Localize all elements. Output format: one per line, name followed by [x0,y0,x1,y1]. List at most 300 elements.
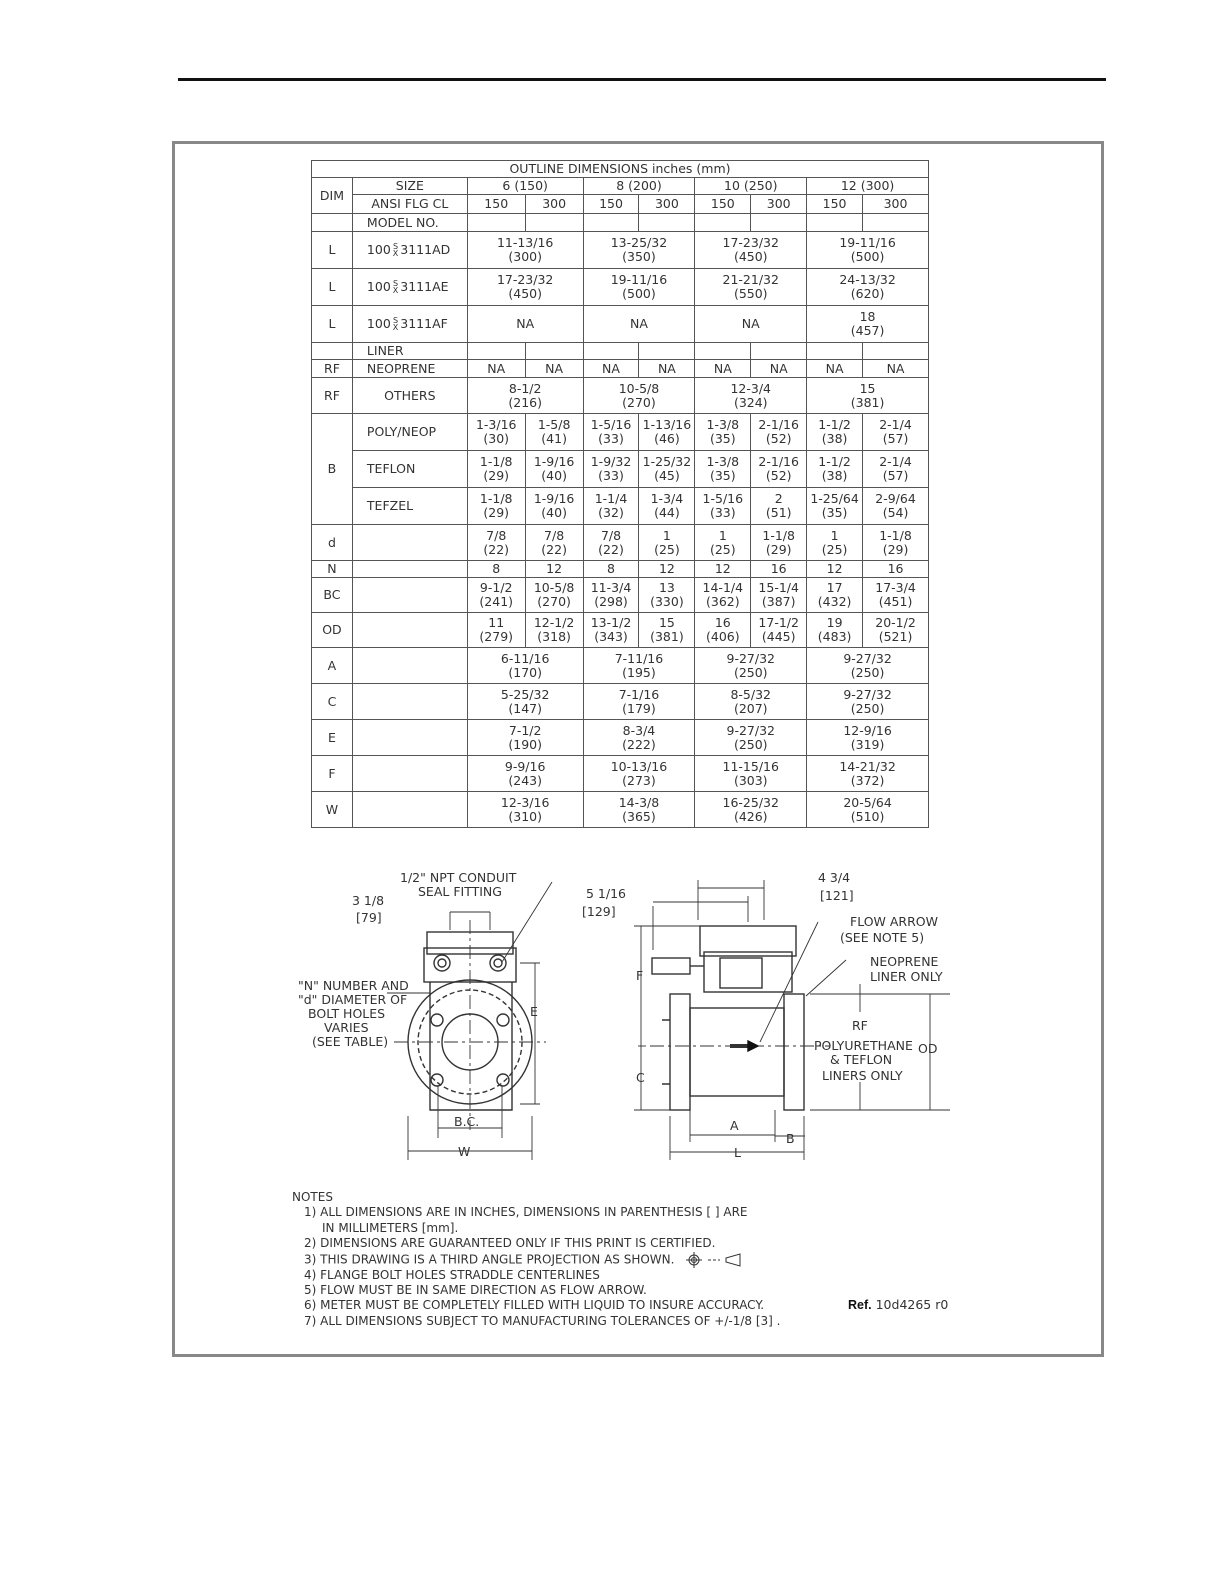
bolt-note-line1: "N" NUMBER AND [298,978,409,993]
variant-s: S [392,316,399,326]
value-cell [639,561,695,578]
value-cell [467,378,583,414]
table-row-w [312,792,929,828]
imperial-value: 9-27/32 [843,686,892,702]
model-number-cell [352,232,467,269]
value-cell [467,232,583,269]
value-cell [695,414,751,451]
dim-label-5-1-16: 5 1/16 [586,886,626,901]
imperial-value: 1 [662,527,671,543]
table-cell [352,792,467,828]
value-cell [525,613,583,648]
metric-value: (387) [761,594,796,609]
model-prefix: 100 [366,241,391,257]
imperial-value: 13 [658,580,675,595]
table-row-n [312,561,929,578]
dim-label-3-1-8: 3 1/8 [352,893,385,908]
imperial-value: 15 [859,380,876,396]
value-cell [863,561,929,578]
value-cell [695,306,807,343]
table-model-header-row [312,214,929,232]
value-cell [639,578,695,613]
table-cell [352,720,467,756]
side-view-inlet-flange [670,994,690,1110]
imperial-value: 12-9/16 [843,722,892,738]
metric-value: (270) [622,394,656,410]
value-cell [467,720,583,756]
value-cell [695,756,807,792]
table-cell [352,578,467,613]
metric-value: (350) [622,249,656,264]
imperial-value: 7/8 [544,527,565,543]
imperial-value: 9-1/2 [479,580,513,595]
metric-value: (22) [483,541,510,557]
value-cell: NA [525,360,583,378]
class-cell: 300 [863,195,929,214]
table-cell [467,343,525,360]
imperial-value: 1 [830,527,839,543]
imperial-value: 8-3/4 [622,722,656,738]
dim-cell: A [312,648,353,684]
value-cell [863,525,929,561]
value-cell [525,578,583,613]
poly-note-line3: LINERS ONLY [822,1068,903,1083]
value-cell: NA [639,360,695,378]
table-row-od [312,613,929,648]
note-item: 2) DIMENSIONS ARE GUARANTEED ONLY IF THIS PRINT IS CERTIFIED. [304,1236,716,1251]
metric-value: (45) [654,468,680,483]
imperial-value: 16 [714,615,731,630]
imperial-value: NA [630,316,648,331]
neoprene-note-line2: LINER ONLY [870,969,943,984]
bolt-hole [431,1074,443,1086]
table-cell [352,613,467,648]
value-cell [467,525,525,561]
value-cell [807,613,863,648]
imperial-value: 11-3/4 [590,580,632,595]
note-item: 4) FLANGE BOLT HOLES STRADDLE CENTERLINES [304,1267,600,1282]
value-cell [583,613,639,648]
label-e: E [530,1004,538,1019]
model-number-cell [352,269,467,306]
value-cell [807,378,929,414]
imperial-value: 1-9/32 [590,454,632,469]
value-cell [583,525,639,561]
model-suffix: 3111AF [400,315,448,331]
metric-value: (179) [622,700,656,716]
value-cell [695,488,751,525]
imperial-value: 1-5/16 [590,417,632,432]
metric-value: (38) [821,431,848,446]
value-cell [583,232,695,269]
table-cell [312,214,353,232]
model-suffix: 3111AE [400,278,449,294]
metric-value: (29) [765,541,792,557]
value-cell [751,561,807,578]
metric-value: (29) [483,468,510,483]
imperial-value: 15 [658,615,675,630]
metric-value: (52) [765,468,792,483]
imperial-value: 13-25/32 [610,235,668,250]
value-cell [583,720,695,756]
metric-value: (372) [850,772,885,788]
imperial-value: 9-9/16 [504,758,546,774]
metric-value: (457) [850,323,885,338]
size-header: SIZE [352,178,467,195]
note-item: IN MILLIMETERS [mm]. [322,1220,459,1235]
value-cell [695,684,807,720]
value-cell [525,414,583,451]
dim-label-4-3-4-mm: [121] [820,888,854,903]
end-view-conduit-port-seal [490,955,506,971]
liner-cell: TEFLON [352,451,467,488]
metric-value: (22) [541,541,567,557]
table-cell [751,343,807,360]
value-cell [467,792,583,828]
imperial-value: 7/8 [600,527,622,543]
value-cell [863,578,929,613]
value-cell [583,451,639,488]
value-cell [807,561,863,578]
value-cell [639,488,695,525]
dim-cell: E [312,720,353,756]
dim-cell: F [312,756,353,792]
metric-value: (41) [541,431,567,446]
note-item: 1) ALL DIMENSIONS ARE IN INCHES, DIMENSIONS IN PARENTHESIS [ ] ARE [304,1205,748,1220]
table-row-a [312,648,929,684]
imperial-value: 5-25/32 [500,686,550,702]
metric-value: (33) [598,431,624,446]
model-variant-stack [393,243,398,257]
imperial-value: 17-23/32 [496,272,554,287]
dim-cell: B [312,414,353,525]
dim-cell: C [312,684,353,720]
imperial-value: 21-21/32 [722,272,779,287]
imperial-value: 17-1/2 [758,615,799,630]
table-cell [312,343,353,360]
value-cell [695,648,807,684]
table-row-model [312,306,929,343]
metric-value: (33) [598,468,624,483]
value-cell: NA [863,360,929,378]
imperial-value: 10-13/16 [610,758,668,774]
end-view-conduit-port [434,955,450,971]
liner-cell: OTHERS [352,378,467,414]
metric-value: (243) [508,772,542,788]
value-cell [467,613,525,648]
metric-value: (365) [622,808,656,824]
value-cell [807,451,863,488]
metric-value: (500) [850,249,885,264]
metric-value: (298) [594,594,628,609]
model-prefix: 100 [366,315,391,331]
value-cell [695,378,807,414]
value-cell [863,613,929,648]
table-cell [352,756,467,792]
variant-x: X [392,249,399,259]
table-row-model [312,269,929,306]
table-cell [639,343,695,360]
value-cell [467,306,583,343]
metric-value: (35) [709,468,736,483]
class-cell: 300 [525,195,583,214]
metric-value: (310) [508,808,542,824]
metric-value: (300) [508,249,542,264]
table-row-d [312,525,929,561]
side-view-display [720,958,762,988]
dim-label-5-1-16-mm: [129] [582,904,616,919]
metric-value: (35) [821,505,848,520]
variant-x: X [392,286,399,296]
imperial-value: 1-25/32 [642,454,692,469]
imperial-value: 1-25/64 [810,491,859,506]
metric-value: (450) [733,249,768,264]
value-cell [751,578,807,613]
table-cell [863,343,929,360]
imperial-value: 2-1/16 [758,454,799,469]
value-cell [807,269,929,306]
value-cell [639,451,695,488]
side-view-conduit [652,958,690,974]
table-cell [525,214,583,232]
imperial-value: 11-13/16 [496,235,554,250]
metric-value: (46) [654,431,680,446]
value-cell [695,792,807,828]
value-cell [583,578,639,613]
third-angle-projection-icon [684,1252,748,1268]
model-suffix: 3111AD [400,241,451,257]
table-body [312,161,929,828]
value-cell [807,578,863,613]
dim-header: DIM [312,178,353,214]
value-cell [807,684,929,720]
imperial-value: 1-3/8 [706,417,740,432]
model-prefix: 100 [366,278,391,294]
imperial-value: 13-1/2 [590,615,632,630]
value-cell [467,756,583,792]
metric-value: (57) [882,431,909,446]
table-row-b [312,414,929,451]
imperial-value: 9-27/32 [843,650,892,666]
flow-arrow-note-line2: (SEE NOTE 5) [840,930,925,945]
class-cell: 300 [751,195,807,214]
value-cell [583,561,639,578]
metric-value: (362) [705,594,740,609]
imperial-value: 2 [774,491,783,506]
outline-dimensions-table [311,160,929,828]
notes-heading: NOTES [292,1190,333,1204]
label-a: A [730,1118,739,1133]
value-cell [467,578,525,613]
table-size-row [312,178,929,195]
imperial-value: 7/8 [486,527,507,543]
value-cell [467,488,525,525]
table-row-b [312,488,929,525]
dim-cell: L [312,269,353,306]
note-item: 7) ALL DIMENSIONS SUBJECT TO MANUFACTURING TOLERANCES OF +/-1/8 [3] . [304,1313,781,1328]
metric-value: (51) [765,505,792,520]
bolt-note-line4: VARIES [324,1020,369,1035]
table-cell [583,343,639,360]
value-cell [807,232,929,269]
value-cell [807,792,929,828]
conduit-label-line1: 1/2" NPT CONDUIT [400,870,517,885]
table-row-c [312,684,929,720]
dim-label-4-3-4: 4 3/4 [818,870,851,885]
class-cell: 300 [639,195,695,214]
value-cell [583,306,695,343]
imperial-value: 12 [546,561,563,576]
imperial-value: 8-5/32 [730,686,772,702]
imperial-value: 1-1/8 [479,491,513,506]
header-rule [178,78,1106,81]
imperial-value: 10-5/8 [533,580,575,595]
bolt-note-line3: BOLT HOLES [308,1006,386,1021]
note-item [292,1252,972,1268]
value-cell [583,378,695,414]
dim-cell: L [312,232,353,269]
imperial-value: 1 [718,527,727,543]
model-header: MODEL NO. [352,214,467,232]
imperial-value: NA [516,316,535,331]
dim-cell: W [312,792,353,828]
table-cell [352,648,467,684]
liner-cell: TEFZEL [352,488,467,525]
value-cell [695,613,751,648]
metric-value: (25) [709,541,736,557]
metric-value: (550) [733,286,768,301]
bolt-hole [497,1074,509,1086]
metric-value: (40) [541,505,567,520]
imperial-value: 19-11/16 [839,235,896,250]
label-f: F [636,968,644,983]
value-cell [695,720,807,756]
label-c: C [636,1070,645,1085]
imperial-value: 2-1/4 [879,454,912,469]
table-title-row [312,161,929,178]
imperial-value: 12 [658,561,675,576]
value-cell: NA [807,360,863,378]
conduit-label-line2: SEAL FITTING [418,884,502,899]
value-cell [639,525,695,561]
metric-value: (25) [821,541,848,557]
value-cell [751,525,807,561]
variant-s: S [392,242,399,252]
model-variant-stack [393,317,398,331]
value-cell [807,488,863,525]
conduit-leader [502,882,552,962]
imperial-value: 1-1/2 [818,454,851,469]
value-cell [525,451,583,488]
bolt-note-line2: "d" DIAMETER OF [298,992,408,1007]
meter-outline-drawing [290,860,970,1170]
imperial-value: 19 [826,615,843,630]
imperial-value: 1-5/16 [702,491,744,506]
metric-value: (29) [483,505,510,520]
imperial-value: 10-5/8 [618,380,660,396]
metric-value: (207) [733,700,768,716]
metric-value: (170) [508,664,542,680]
imperial-value: 17-3/4 [875,580,916,595]
bolt-note-line5: (SEE TABLE) [312,1034,389,1049]
metric-value: (381) [850,394,885,410]
table-cell [583,214,639,232]
imperial-value: 11-15/16 [722,758,779,774]
value-cell [863,451,929,488]
class-cell: 150 [467,195,525,214]
imperial-value: 7-1/16 [618,686,660,702]
value-cell [751,451,807,488]
size-cell: 8 (200) [583,178,695,195]
imperial-value: 16 [770,561,787,576]
value-cell [695,561,751,578]
value-cell [639,414,695,451]
dim-cell: L [312,306,353,343]
table-cell [467,214,525,232]
metric-value: (620) [850,286,885,301]
metric-value: (303) [733,772,768,788]
imperial-value: 15-1/4 [758,580,799,595]
table-row-rf-neoprene [312,360,929,378]
value-cell [525,561,583,578]
imperial-value: 12 [714,561,731,576]
imperial-value: 19-11/16 [610,272,668,287]
table-row-e [312,720,929,756]
metric-value: (406) [705,629,740,644]
class-cell: 150 [807,195,863,214]
metric-value: (381) [650,629,684,644]
size-cell: 10 (250) [695,178,807,195]
metric-value: (54) [882,505,909,520]
class-cell: 150 [583,195,639,214]
dim-cell: RF [312,378,353,414]
bolt-hole [497,1014,509,1026]
note-item: 5) FLOW MUST BE IN SAME DIRECTION AS FLOW ARROW. [304,1283,647,1298]
imperial-value: 8 [492,561,501,576]
metric-value: (52) [765,431,792,446]
flange-class-header: ANSI FLG CL [352,195,467,214]
metric-value: (241) [479,594,514,609]
model-variant-stack [393,280,398,294]
value-cell [639,613,695,648]
side-view-outlet-flange [784,994,804,1110]
value-cell [583,684,695,720]
metric-value: (33) [709,505,736,520]
value-cell: NA [695,360,751,378]
dim-cell: OD [312,613,353,648]
value-cell [467,269,583,306]
table-cell [695,214,751,232]
table-row-b [312,451,929,488]
metric-value: (521) [878,629,913,644]
imperial-value: 16 [887,561,904,576]
variant-s: S [392,279,399,289]
note-item: 6) METER MUST BE COMPLETELY FILLED WITH LIQUID TO INSURE ACCURACY. [304,1298,765,1313]
value-cell [695,525,751,561]
dim-cell: RF [312,360,353,378]
metric-value: (25) [654,541,680,557]
metric-value: (483) [817,629,852,644]
liner-cell: NEOPRENE [352,360,467,378]
value-cell [525,525,583,561]
value-cell [583,488,639,525]
metric-value: (324) [733,394,768,410]
metric-value: (30) [483,431,510,446]
value-cell [467,648,583,684]
liner-header: LINER [352,343,467,360]
imperial-value: 12-3/4 [730,380,772,396]
value-cell [583,756,695,792]
